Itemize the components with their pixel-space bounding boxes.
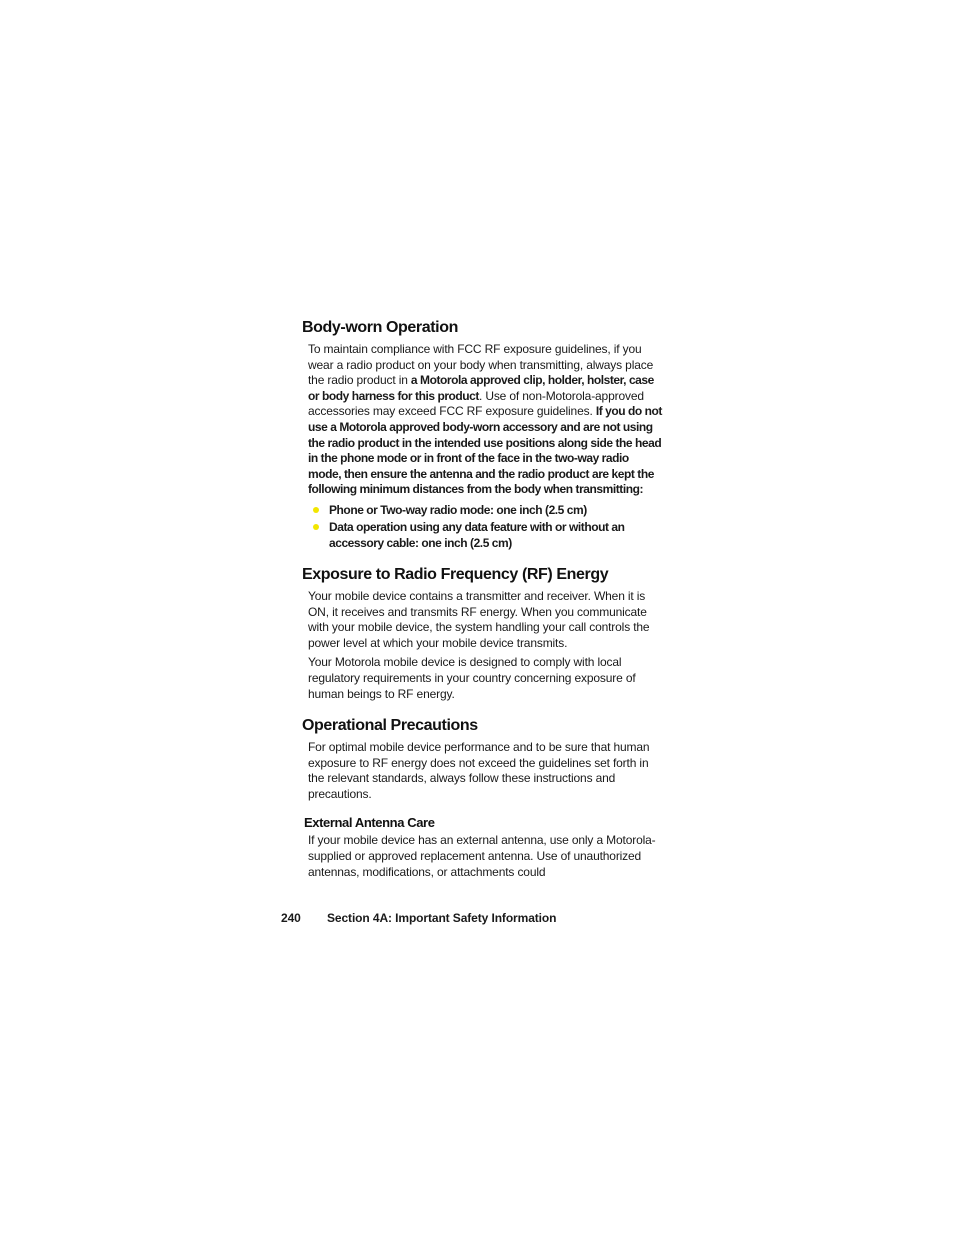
subheading-external-antenna-care: External Antenna Care — [304, 815, 435, 831]
paragraph-rf-exposure-2: Your Motorola mobile device is designed to comply with local regulatory requirements in your country concerning exposure of human beings to RF energy. — [308, 655, 636, 701]
heading-rf-exposure: Exposure to Radio Frequency (RF) Energy — [302, 565, 609, 583]
bullet-text: Phone or Two-way radio mode: one inch (2.5 cm) — [329, 502, 587, 517]
distance-bullet-list — [308, 502, 662, 551]
paragraph-bold-text: If you do not use a Motorola approved body-worn accessory and are not using the radio product in the intended use positions along side the head in the phone mode or in front of the face in the two-way radio mode, then ensure the antenna and the radio product are kept the following minimum distances from the body when transmitting: — [308, 404, 662, 497]
page-content — [302, 318, 662, 884]
paragraph-antenna-care: If your mobile device has an external antenna, use only a Motorola-supplied or approved replacement antenna. Use of unauthorized antennas, modifications, or attachments could — [308, 833, 656, 879]
bullet-item — [308, 502, 662, 518]
paragraph-text: To maintain compliance with FCC RF exposure guidelines, if you wear a radio product on your body when transmitting, always place the radio product in — [308, 342, 654, 388]
paragraph-body-worn — [308, 342, 662, 498]
paragraph-rf-exposure-1: Your mobile device contains a transmitter and receiver. When it is ON, it receives and transmits RF energy. When you communicate with your mobile device, the system handling your call controls the power level at which your mobile device transmits. — [308, 588, 650, 650]
paragraph-precautions: For optimal mobile device performance and to be sure that human exposure to RF energy does not exceed the guidelines set forth in the relevant standards, always follow these instructions and precautions. — [308, 740, 650, 801]
footer-section-title: Section 4A: Important Safety Information — [327, 911, 557, 925]
bullet-dot-icon — [313, 507, 319, 513]
heading-operational-precautions: Operational Precautions — [302, 717, 478, 735]
bullet-item — [308, 519, 662, 551]
bullet-text: Data operation using any data feature with or without an accessory cable: one inch (2.5 cm) — [329, 519, 625, 550]
bullet-dot-icon — [313, 524, 319, 530]
heading-body-worn-operation: Body-worn Operation — [302, 319, 458, 336]
paragraph-text: . Use of non-Motorola-approved accessories may exceed FCC RF exposure guidelines. — [308, 388, 644, 419]
page-number: 240 — [281, 911, 301, 925]
paragraph-bold-text: a Motorola approved clip, holder, holster, case or body harness for this product — [308, 373, 654, 403]
page-footer — [281, 911, 556, 925]
